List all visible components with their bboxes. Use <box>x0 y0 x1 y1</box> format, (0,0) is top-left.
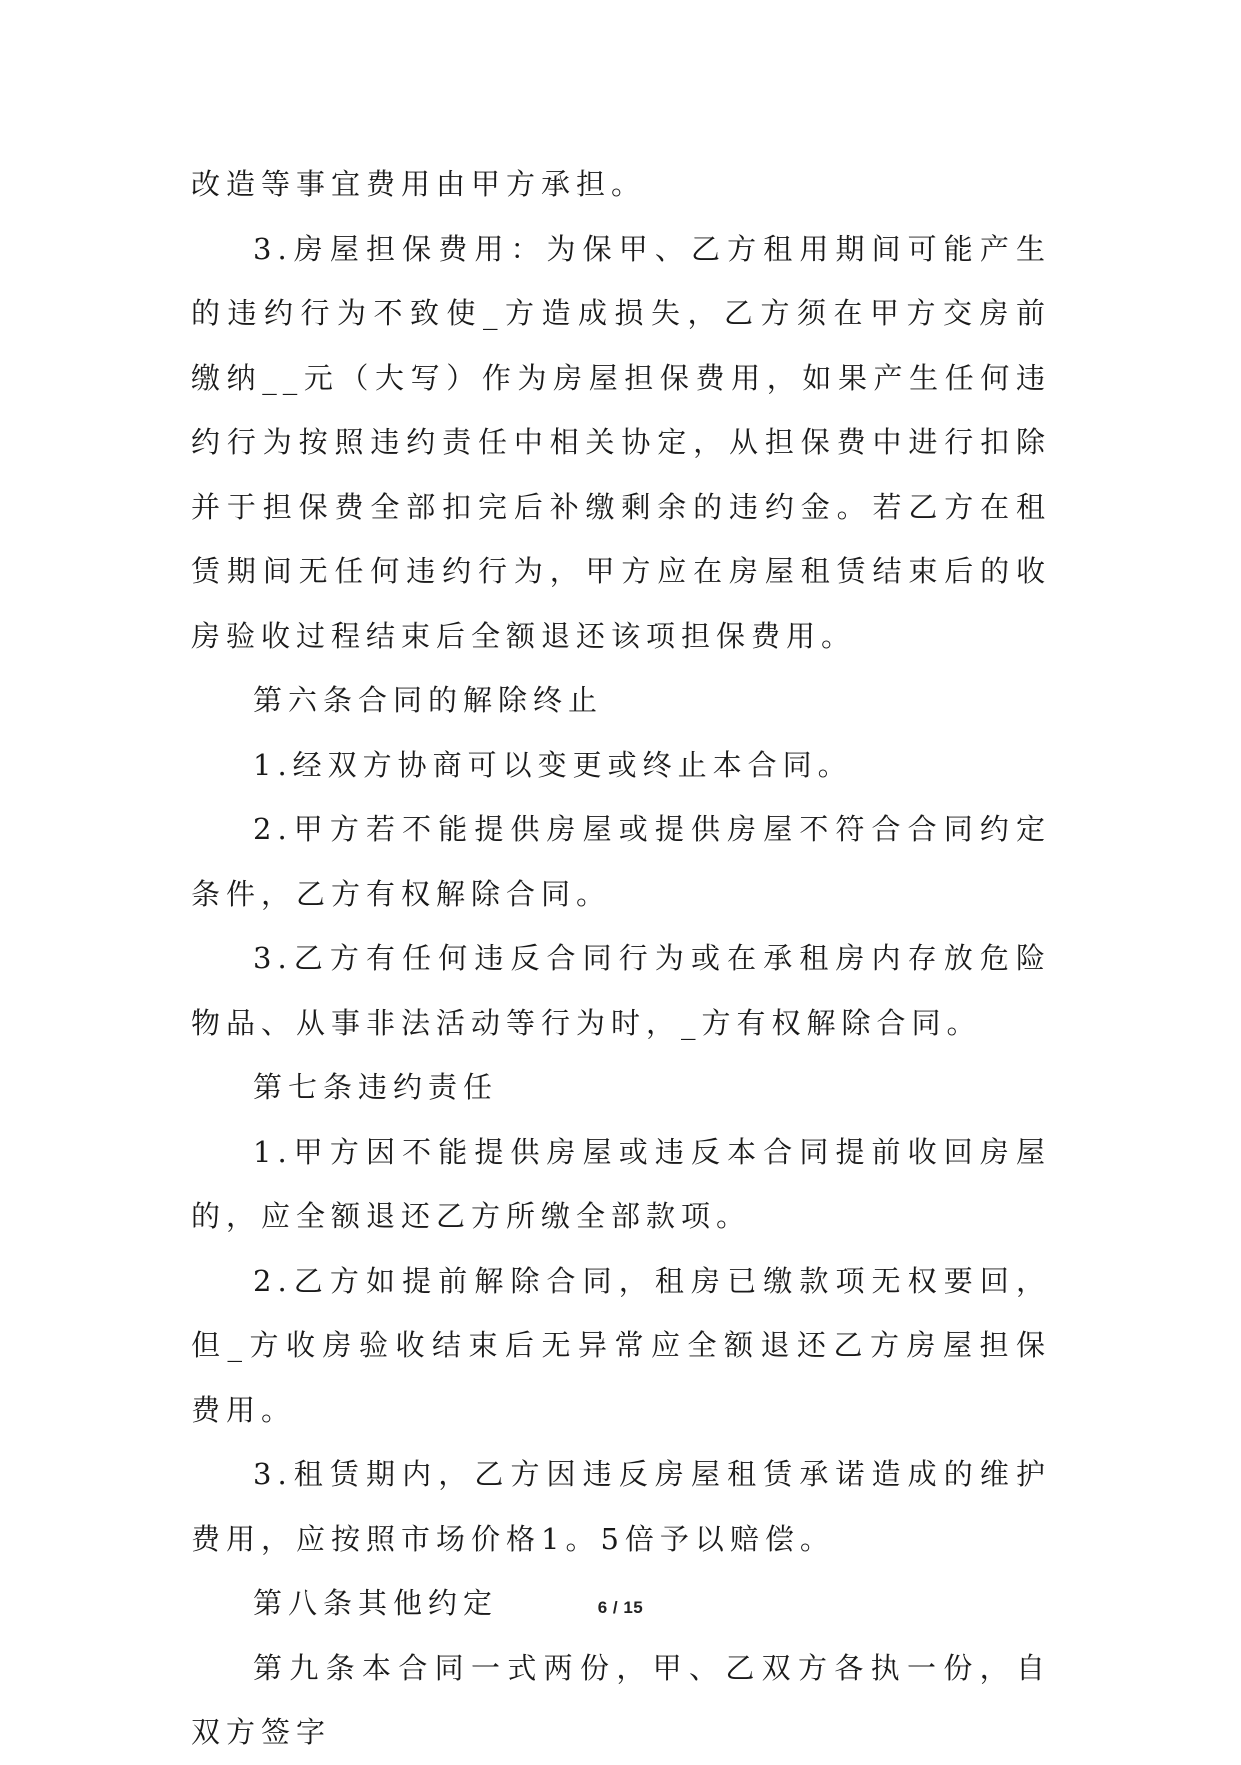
section-heading: 第七条违约责任 <box>253 1070 499 1104</box>
paragraph: 第九条本合同一式两份，甲、乙双方各执一份，自双方签字 <box>191 1650 1051 1749</box>
paragraph: 3.乙方有任何违反合同行为或在承租房内存放危险物品、从事非法活动等行为时，_方有权解除合同。 <box>191 941 1051 1040</box>
page-number: 6 / 15 <box>597 1598 644 1617</box>
paragraph: 1.经双方协商可以变更或终止本合同。 <box>253 747 853 782</box>
paragraph: 3.租赁期内，乙方因违反房屋租赁承诺造成的维护费用，应按照市场价格1。5倍予以赔偿。 <box>191 1457 1051 1556</box>
paragraph: 3.房屋担保费用：为保甲、乙方租用期间可能产生的违约行为不致使_方造成损失，乙方须在甲方交房前缴纳__元（大写）作为房屋担保费用，如果产生任何违约行为按照违约责任中相关协定，从担保费中进行扣除并于担保费全部扣完后补缴剩余的违约金。若乙方在租赁期间无任何违约行为，甲方应在房屋租赁结束后的收房验收过程结束后全额退还该项担保费用。 <box>191 231 1051 653</box>
paragraph: 2.乙方如提前解除合同，租房已缴款项无权要回，但_方收房验收结束后无异常应全额退还乙方房屋担保费用。 <box>191 1263 1051 1427</box>
section-heading: 第八条其他约定 <box>253 1586 499 1620</box>
paragraph: 2.甲方若不能提供房屋或提供房屋不符合合同约定条件，乙方有权解除合同。 <box>191 812 1051 911</box>
paragraph: 1.甲方因不能提供房屋或违反本合同提前收回房屋的，应全额退还乙方所缴全部款项。 <box>191 1134 1051 1233</box>
section-heading: 第六条合同的解除终止 <box>253 683 604 717</box>
paragraph: 改造等事宜费用由甲方承担。 <box>191 167 647 201</box>
document-body <box>191 152 1051 1765</box>
